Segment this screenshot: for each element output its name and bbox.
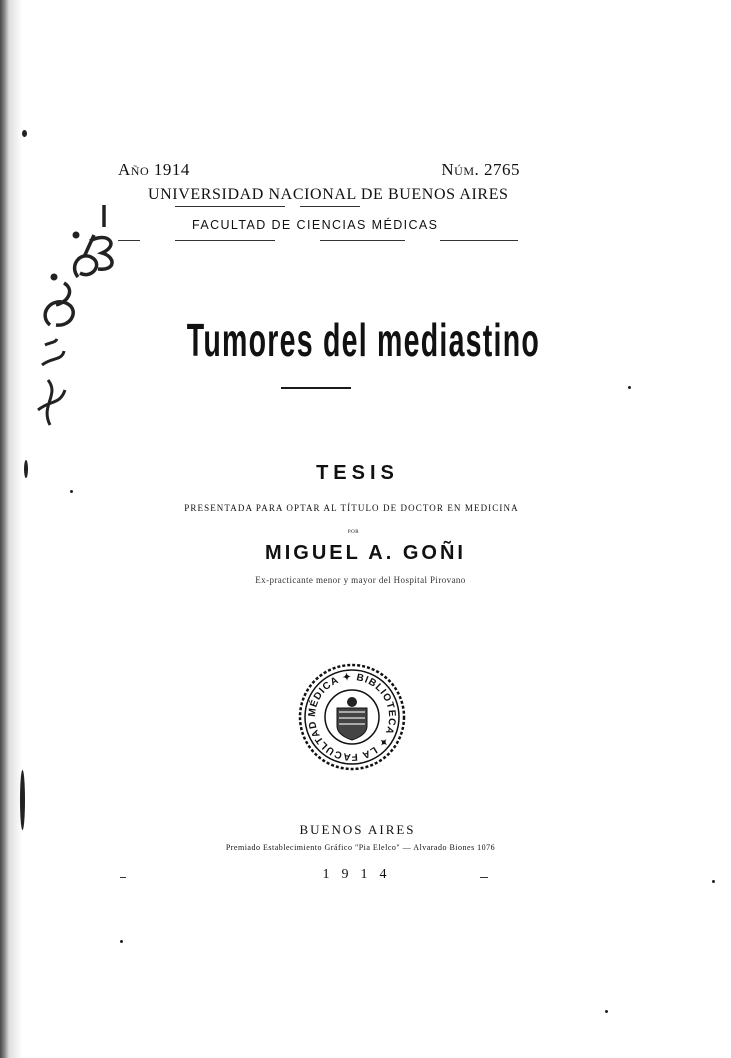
header-rule xyxy=(440,240,518,241)
publication-year: 1914 xyxy=(322,867,399,882)
printer-line: Premiado Establecimiento Gráfico "Pia Elelco" — Alvarado Biones 1076 xyxy=(225,843,496,852)
scan-binding-edge xyxy=(0,0,26,1058)
library-stamp xyxy=(295,660,410,775)
thesis-title: Tumores del mediastino xyxy=(186,314,541,366)
faculty-name: FACULTAD DE CIENCIAS MÉDICAS xyxy=(192,218,439,232)
scan-speck xyxy=(120,940,123,943)
scan-speck xyxy=(70,490,73,493)
by-label: POR xyxy=(347,530,360,535)
header-rule xyxy=(175,240,275,241)
author-note: Ex-practicante menor y mayor del Hospital Pirovano xyxy=(255,575,466,585)
footer-dash xyxy=(480,877,488,878)
scan-speck xyxy=(628,386,631,389)
header-rule xyxy=(320,240,405,241)
header-rule xyxy=(175,206,285,207)
footer-dash xyxy=(120,877,126,878)
header-rule xyxy=(300,206,360,207)
year-label: Año 1914 xyxy=(118,160,190,179)
university-name: UNIVERSIDAD NACIONAL DE BUENOS AIRES xyxy=(148,186,509,203)
scan-speck xyxy=(605,1010,608,1013)
tesis-heading: TESIS xyxy=(316,462,399,484)
handwritten-shelfmark xyxy=(20,205,120,435)
publication-city: BUENOS AIRES xyxy=(299,822,416,837)
stamp-text: MÉDICA ✦ BIBLIOTECA ✦ LA FACULTAD xyxy=(306,671,398,763)
number-label: Núm. 2765 xyxy=(441,160,520,179)
scan-speck xyxy=(22,130,27,137)
presented-for-line: PRESENTADA PARA OPTAR AL TÍTULO DE DOCTOR EN MEDICINA xyxy=(184,503,519,513)
author-name: MIGUEL A. GOÑI xyxy=(265,542,466,564)
title-rule xyxy=(281,387,351,389)
header-rule xyxy=(118,240,140,241)
scan-speck xyxy=(20,770,25,830)
